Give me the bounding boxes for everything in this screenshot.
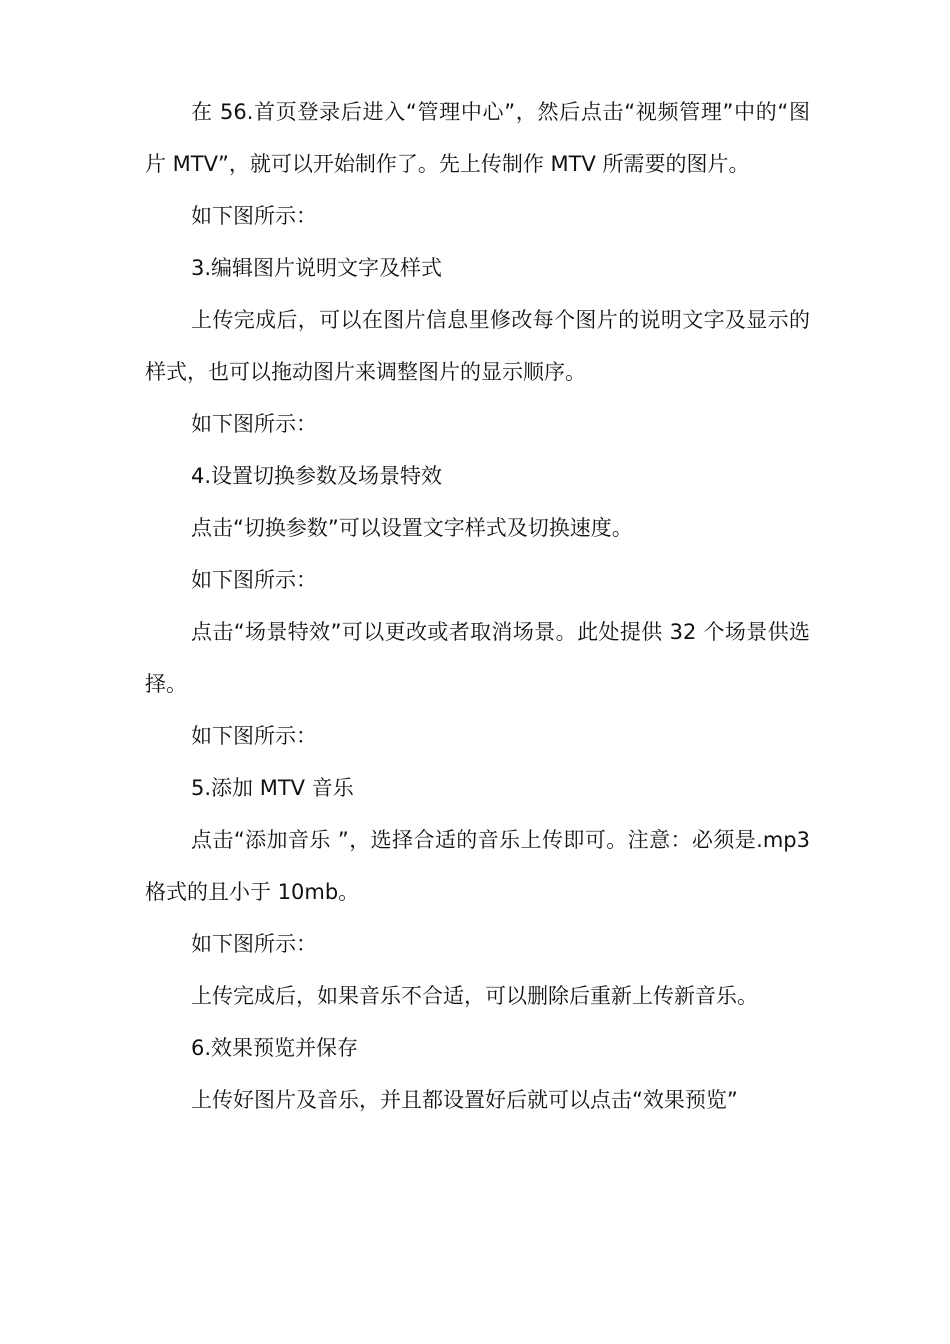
paragraph-replace-music: 上传完成后，如果音乐不合适，可以删除后重新上传新音乐。 bbox=[191, 984, 758, 1008]
figure-caption: 如下图所示： bbox=[191, 932, 317, 956]
figure-caption: 如下图所示： bbox=[191, 568, 317, 592]
section-heading-5: 5.添加 MTV 音乐 bbox=[191, 776, 354, 800]
section-heading-3: 3.编辑图片说明文字及样式 bbox=[191, 256, 443, 280]
paragraph-edit-captions: 上传完成后，可以在图片信息里修改每个图片的说明文字及显示的样式，也可以拖动图片来调整图片的显示顺序。 bbox=[145, 308, 810, 384]
paragraph-switch-params: 点击“切换参数”可以设置文字样式及切换速度。 bbox=[191, 516, 633, 540]
document-body bbox=[145, 86, 810, 1126]
paragraph-intro: 在 56.首页登录后进入“管理中心”，然后点击“视频管理”中的“图片 MTV”，就可以开始制作了。先上传制作 MTV 所需要的图片。 bbox=[145, 100, 810, 176]
paragraph-scene-effects: 点击“场景特效”可以更改或者取消场景。此处提供 32 个场景供选择。 bbox=[145, 620, 810, 696]
section-heading-4: 4.设置切换参数及场景特效 bbox=[191, 464, 443, 488]
figure-caption: 如下图所示： bbox=[191, 724, 317, 748]
paragraph-add-music: 点击“添加音乐 ”，选择合适的音乐上传即可。注意：必须是.mp3 格式的且小于 10mb。 bbox=[145, 828, 810, 904]
paragraph-preview-save: 上传好图片及音乐，并且都设置好后就可以点击“效果预览” bbox=[191, 1088, 738, 1112]
section-heading-6: 6.效果预览并保存 bbox=[191, 1036, 359, 1060]
figure-caption: 如下图所示： bbox=[191, 412, 317, 436]
figure-caption: 如下图所示： bbox=[191, 204, 317, 228]
